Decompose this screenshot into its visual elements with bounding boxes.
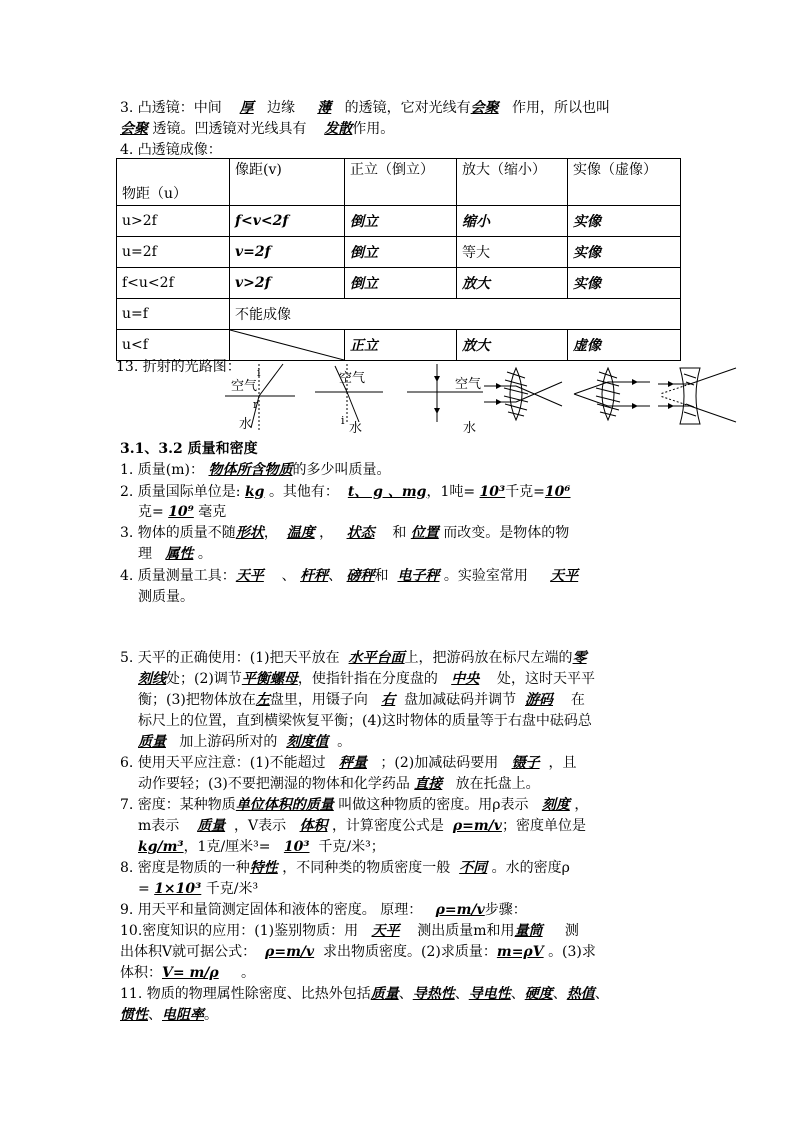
table-row (117, 237, 681, 268)
text: 步骤： (484, 902, 527, 918)
text: 4. 质量测量工具： (120, 568, 236, 584)
cell: 实像 (568, 237, 681, 268)
water-label: 水 (349, 421, 363, 434)
cell: 不能成像 (230, 299, 681, 330)
angle-i-label: i (257, 366, 261, 379)
answer: 游码 (525, 692, 554, 708)
text: 、 (328, 568, 343, 584)
cell: 放大 (457, 330, 568, 361)
text: 。其他有： (268, 484, 339, 500)
text: 11. 物质的物理属性除密度、比热外包括 (120, 986, 371, 1002)
answer: 杆秤 (300, 568, 329, 584)
answer: t、 g 、mg (347, 484, 427, 500)
answer: 水平台面 (348, 650, 405, 666)
text: ，计算密度公式是 (331, 818, 444, 834)
answer: 质量 (138, 734, 166, 750)
text: 8. 密度是物质的一种 (120, 860, 250, 876)
text: 6. 使用天平应注意：(1)不能超过 (120, 755, 326, 771)
answer: 热值 (566, 986, 595, 1002)
refraction-diagram-1 (225, 362, 295, 432)
text: 、 (148, 1007, 162, 1023)
item-5-line5 (138, 732, 351, 752)
item-2-line2 (138, 502, 226, 522)
text: 而改变。是物体的物 (443, 525, 570, 541)
text: 。 (197, 546, 212, 562)
text: 动作要轻；(3)不要把潮湿的物体和化学药品 (138, 776, 410, 792)
answer: 发散 (324, 121, 353, 137)
cell: 放大 (457, 268, 568, 299)
text: 作用，所以也叫 (511, 100, 610, 116)
text: 透镜。凹透镜对光线具有 (152, 121, 307, 137)
answer: ρ=m/v (435, 902, 485, 918)
text: 理 (138, 546, 152, 562)
item-7-line3 (138, 837, 385, 857)
text: ，且 (548, 755, 577, 771)
header-cell: 物距（u） (117, 159, 230, 206)
air-label: 空气 (339, 371, 366, 386)
text: 求出物质密度。(2)求质量： (323, 944, 497, 960)
text: 和 (392, 525, 407, 541)
header-cell: 放大（缩小） (457, 159, 568, 206)
text: 衡；(3)把物体放在 (138, 692, 256, 708)
text: 。水的密度ρ (491, 860, 570, 876)
cell: 倒立 (345, 206, 457, 237)
text: 盘加减砝码并调节 (404, 692, 517, 708)
table-row (117, 299, 681, 330)
text: 5. 天平的正确使用：(1)把天平放在 (120, 650, 340, 666)
answer: 天平 (550, 568, 579, 584)
answer: kg/m³ (138, 839, 184, 855)
answer: 电阻率 (162, 1007, 204, 1023)
answer: 电子秤 (397, 568, 440, 584)
section-title: 3.1、3.2 质量和密度 (120, 441, 258, 457)
angle-i-label: i (341, 414, 345, 427)
answer: 质量 (370, 986, 399, 1002)
text: 边缘 (266, 100, 295, 116)
item-10-line2 (120, 942, 596, 962)
text: 3. 物体的质量不随 (120, 525, 236, 541)
text: 盘里，用镊子向 (269, 692, 368, 708)
item-6-line1 (120, 753, 576, 773)
text: 毫克 (198, 504, 227, 520)
answer: 单位体积的质量 (235, 797, 334, 813)
cell: u>2f (117, 206, 230, 237)
answer: 左 (255, 692, 270, 708)
air-label: 空气 (455, 377, 482, 392)
answer: 位置 (410, 525, 439, 541)
text: 千克= (505, 484, 545, 500)
text: 千克/米³ (205, 881, 259, 897)
answer: 特性 (249, 860, 278, 876)
item-10-line1 (120, 921, 579, 941)
text: 千克/米³； (318, 839, 385, 855)
answer: 导电性 (468, 986, 511, 1002)
text: ；(2)加减砝码要用 (380, 755, 499, 771)
answer: 惯性 (120, 1007, 148, 1023)
answer: 秤量 (339, 755, 367, 771)
convex-lens-diagram-1 (482, 366, 564, 422)
answer: 直接 (414, 776, 443, 792)
text: 、 (594, 986, 609, 1002)
concave-lens-diagram (656, 366, 738, 426)
item-4-line1 (120, 566, 578, 586)
item-4-line2: 测质量。 (138, 589, 194, 605)
cell: 虚像 (568, 330, 681, 361)
text: ；密度单位是 (501, 818, 586, 834)
item-1 (120, 460, 390, 480)
cell: 等大 (457, 237, 568, 268)
text: ，不同种类的物质密度一般 (282, 860, 451, 876)
answer: 会聚 (470, 100, 499, 116)
item-5-line2 (138, 669, 595, 689)
s4-title: 4. 凸透镜成像： (120, 142, 222, 158)
text: = (138, 881, 150, 897)
table-row (117, 268, 681, 299)
header-cell: 实像（虚像） (568, 159, 681, 206)
text: 体积： (120, 965, 162, 981)
text: 和 (374, 568, 389, 584)
answer: kg (244, 484, 265, 500)
text: 1. 质量(m)： (120, 462, 205, 478)
item-10-line3 (120, 963, 255, 983)
text: 出体积V就可据公式： (120, 944, 257, 960)
cell: f<v<2f (230, 206, 345, 237)
answer: 体积 (299, 818, 328, 834)
s3-line1 (120, 98, 610, 118)
answer: 属性 (165, 546, 194, 562)
diagonal-cell (230, 330, 345, 361)
item-5-line3 (138, 690, 585, 710)
cell: f<u<2f (117, 268, 230, 299)
text: 测 (564, 923, 579, 939)
item-5-line4: 标尺上的位置，直到横梁恢复平衡；(4)这时物体的质量等于右盘中砝码总 (138, 713, 592, 729)
item-8-line1 (120, 858, 570, 878)
item-3-line2 (138, 544, 212, 564)
text: ，使指针指在分度盘的 (297, 671, 438, 687)
text: 9. 用天平和量筒测定固体和液体的密度。 原理： (120, 902, 423, 918)
cell: v>2f (230, 268, 345, 299)
answer: 平衡螺母 (241, 671, 298, 687)
text: 、 (398, 986, 413, 1002)
text: m表示 (138, 818, 180, 834)
text: 、 (510, 986, 525, 1002)
lens-imaging-table (116, 158, 681, 361)
item-3-line1 (120, 523, 569, 543)
answer: 中央 (451, 671, 480, 687)
text: ，1吨= (426, 484, 476, 500)
table-row (117, 206, 681, 237)
s3-line2 (120, 119, 394, 139)
cell: u=2f (117, 237, 230, 268)
text: 10.密度知识的应用：(1)鉴别物质：用 (120, 923, 359, 939)
cell: v=2f (230, 237, 345, 268)
item-2-line1 (120, 482, 571, 502)
answer: 厚 (239, 100, 254, 116)
cell: u=f (117, 299, 230, 330)
cell: 实像 (568, 268, 681, 299)
item-7-line1 (120, 795, 588, 815)
text: 作用。 (352, 121, 395, 137)
text: 的多少叫质量。 (292, 462, 391, 478)
answer: 刻度值 (286, 734, 329, 750)
refraction-diagram-2 (313, 362, 385, 434)
text: ， (574, 797, 589, 813)
answer: 10⁹ (168, 504, 194, 520)
answer: ρ=m/v (452, 818, 502, 834)
text: ， (319, 525, 334, 541)
answer: 会聚 (120, 121, 148, 137)
cell: 正立 (345, 330, 457, 361)
text: ， (263, 525, 278, 541)
answer: 镊子 (511, 755, 540, 771)
answer: 硬度 (524, 986, 553, 1002)
text: 。 (337, 734, 352, 750)
text: ，V表示 (234, 818, 287, 834)
answer: m=ρV (496, 944, 544, 960)
table-row (117, 159, 681, 206)
text: 3. 凸透镜：中间 (120, 100, 222, 116)
answer: 1×10³ (154, 881, 202, 897)
cell: 倒立 (345, 237, 457, 268)
answer: 天平 (371, 923, 400, 939)
answer: 不同 (459, 860, 488, 876)
item-5-line1 (120, 648, 587, 668)
text: 的透镜，它对光线有 (344, 100, 471, 116)
answer: 温度 (286, 525, 315, 541)
text: 。 (204, 1007, 218, 1023)
answer: 10³ (283, 839, 310, 855)
water-label: 水 (463, 421, 477, 436)
answer: V= m/ρ (162, 965, 219, 981)
answer: 量筒 (514, 923, 543, 939)
answer: 刻度 (541, 797, 570, 813)
text: 。 (240, 965, 255, 981)
angle-r-label: r (253, 398, 259, 411)
text: 克= (138, 504, 164, 520)
answer: 导热性 (412, 986, 455, 1002)
refraction-diagram-3 (405, 362, 485, 436)
answer: 右 (381, 692, 396, 708)
text: 、 (281, 568, 296, 584)
convex-lens-diagram-2 (570, 366, 652, 422)
cell: 倒立 (345, 268, 457, 299)
text: 上，把游码放在标尺左端的 (404, 650, 573, 666)
item-7-line2 (138, 816, 586, 836)
header-cell: 正立（倒立） (345, 159, 457, 206)
answer: 刻线 (138, 671, 166, 687)
table-row (117, 330, 681, 361)
answer: 质量 (197, 818, 226, 834)
answer: 薄 (317, 100, 332, 116)
answer: 零 (572, 650, 587, 666)
text: ，1克/厘米³= (183, 839, 271, 855)
text: 、 (552, 986, 567, 1002)
text: 放在托盘上。 (455, 776, 540, 792)
text: 、 (454, 986, 469, 1002)
item-11-line1 (120, 984, 609, 1004)
text: 7. 密度：某种物质 (120, 797, 236, 813)
header-cell: 像距(v) (230, 159, 345, 206)
answer: 天平 (235, 568, 264, 584)
water-label: 水 (239, 417, 253, 432)
text: 加上游码所对的 (179, 734, 278, 750)
text: 2. 质量国际单位是: (120, 484, 241, 500)
text: 处；(2)调节 (166, 671, 242, 687)
air-label: 空气 (231, 379, 258, 394)
item-6-line2 (138, 774, 540, 794)
cell: u<f (117, 330, 230, 361)
item-11-line2 (120, 1005, 218, 1025)
answer: 形状 (235, 525, 264, 541)
text: 叫做这种物质的密度。用ρ表示 (338, 797, 529, 813)
text: 。(3)求 (548, 944, 596, 960)
text: 测出质量m和用 (417, 923, 515, 939)
cell: 缩小 (457, 206, 568, 237)
answer: 物体所含物质 (208, 462, 293, 478)
item-9 (120, 900, 527, 920)
text: 处，这时天平平 (497, 671, 596, 687)
cell: 实像 (568, 206, 681, 237)
text: 在 (570, 692, 585, 708)
answer: 10³ (479, 484, 506, 500)
text: 。实验室常用 (443, 568, 528, 584)
answer: ρ=m/v (265, 944, 315, 960)
answer: 磅秤 (346, 568, 375, 584)
answer: 10⁶ (544, 484, 571, 500)
item-8-line2 (138, 879, 258, 899)
s13-label: 13. 折射的光路图： (116, 359, 241, 375)
diagonal-line (230, 330, 344, 360)
answer: 状态 (346, 525, 375, 541)
